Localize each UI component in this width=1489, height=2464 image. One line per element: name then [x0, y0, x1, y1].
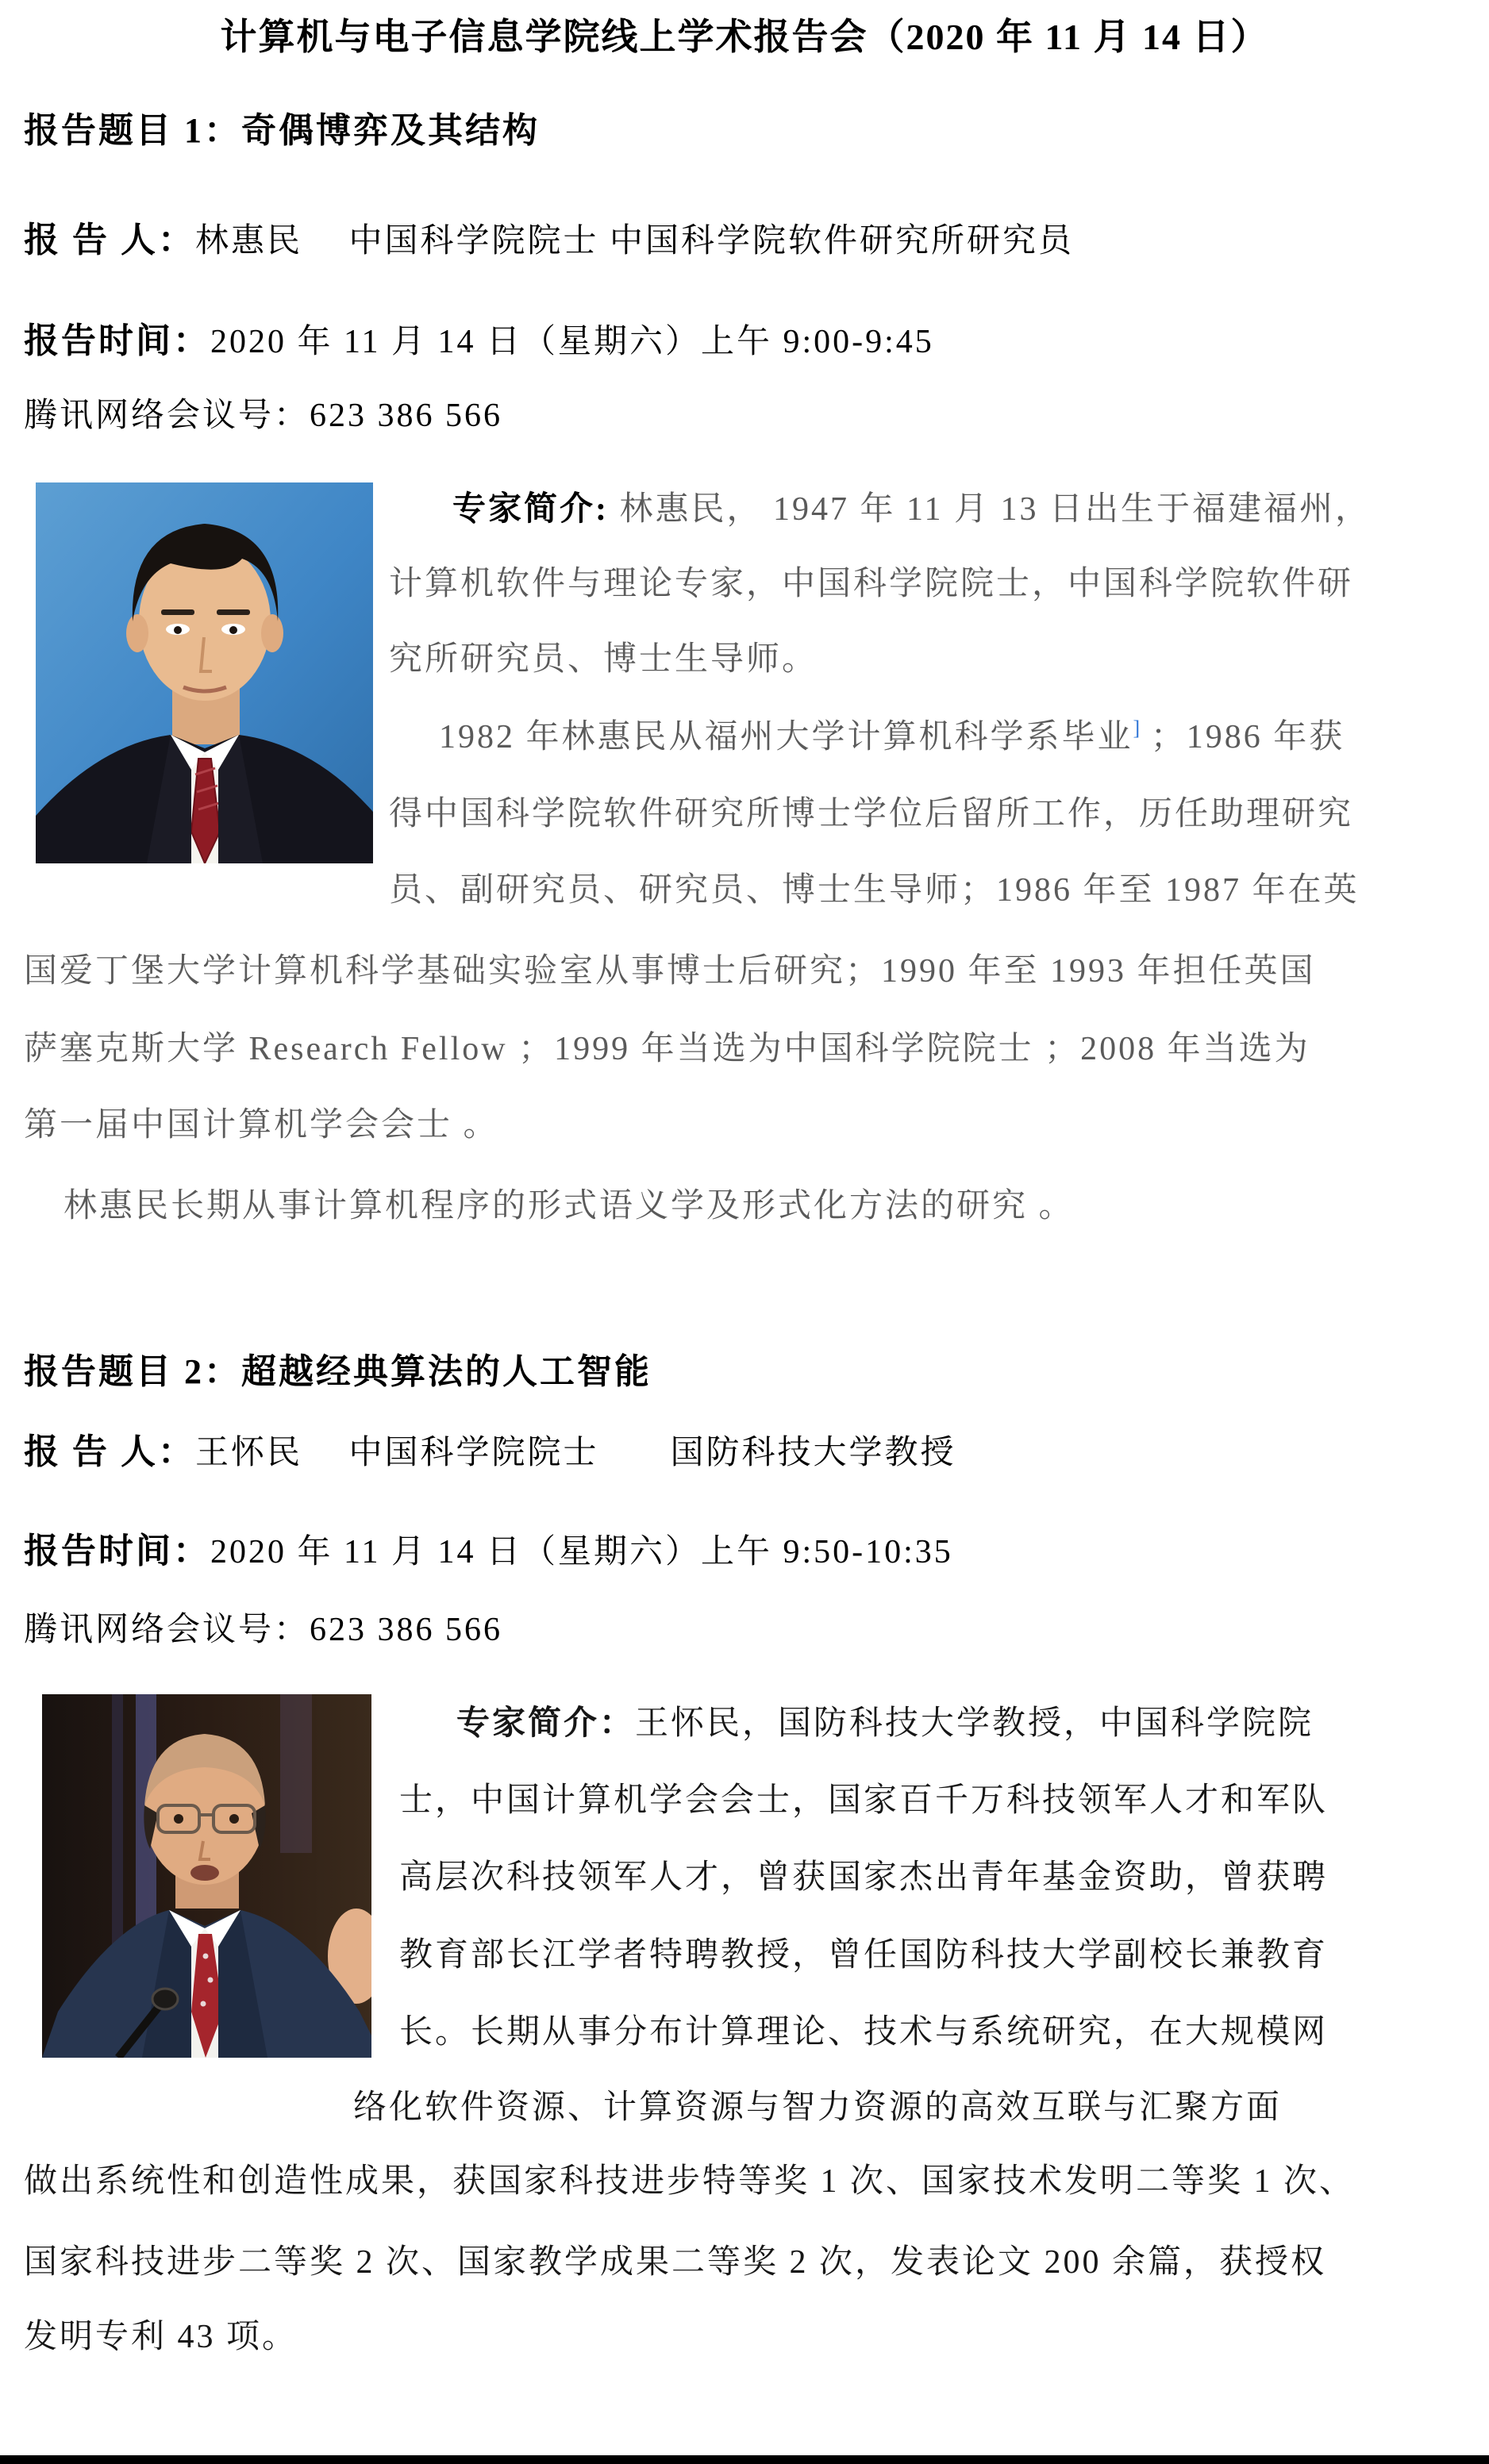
bio2-line-3: 高层次科技领军人才，曾获国家杰出青年基金资助，曾获聘 [399, 1859, 1329, 1896]
talk1-meeting-id: 623 386 566 [310, 398, 503, 434]
talk2-topic-title: 超越经典算法的人工智能 [241, 1352, 652, 1391]
speaker1-portrait-illustration [36, 482, 373, 863]
talk1-time-value: 2020 年 11 月 14 日（星期六）上午 9:00-9:45 [210, 324, 934, 360]
bio1-line-10: 林惠民长期从事计算机程序的形式语义学及形式化方法的研究 。 [63, 1188, 1075, 1224]
bio2-line-5: 长。长期从事分布计算理论、技术与系统研究，在大规模网 [399, 2014, 1329, 2051]
bio1-line-5: 得中国科学院软件研究所博士学位后留所工作，历任助理研究 [389, 796, 1354, 832]
talk1-meeting-label: 腾讯网络会议号： [24, 398, 310, 434]
bottom-border [0, 2455, 1489, 2464]
bio1-line-2: 计算机软件与理论专家，中国科学院院士，中国科学院软件研 [389, 566, 1354, 602]
bio1-line-6: 员、副研究员、研究员、博士生导师；1986 年至 1987 年在英 [389, 872, 1360, 909]
speaker2-photo [42, 1694, 371, 2058]
talk1-time-label: 报告时间： [24, 321, 210, 360]
bio2-line-9: 发明专利 43 项。 [24, 2319, 298, 2355]
bio1-line-4-pre: 1982 年林惠民从福州大学计算机科学系毕业 [439, 719, 1133, 755]
citation-superscript[interactable]: ] [1133, 717, 1141, 740]
talk2-meeting-line [24, 1611, 502, 1649]
talk2-time-label: 报告时间： [24, 1532, 210, 1570]
page-title: 计算机与电子信息学院线上学术报告会（2020 年 11 月 14 日） [220, 17, 1269, 57]
talk2-meeting-label: 腾讯网络会议号： [24, 1612, 310, 1648]
bio2-label: 专家简介： [456, 1705, 636, 1742]
talk1-topic-label: 报告题目 1： [24, 111, 241, 150]
talk1-meeting-line [24, 397, 502, 435]
talk2-time-line [24, 1532, 953, 1572]
bio2-line-1 [456, 1705, 1314, 1743]
talk2-time-value: 2020 年 11 月 14 日（星期六）上午 9:50-10:35 [210, 1534, 953, 1570]
speaker1-photo [36, 482, 373, 863]
talk2-speaker-value: 王怀民 中国科学院院士 国防科技大学教授 [195, 1435, 956, 1471]
bio1-line-4 [439, 718, 1345, 756]
talk2-speaker-line [24, 1432, 956, 1473]
bio2-line-1-text: 王怀民，国防科技大学教授，中国科学院院 [635, 1705, 1314, 1742]
bio1-line-9: 第一届中国计算机学会会士 。 [24, 1107, 499, 1144]
bio2-line-4: 教育部长江学者特聘教授，曾任国防科技大学副校长兼教育 [399, 1937, 1329, 1974]
bio1-label: 专家简介: [452, 491, 609, 528]
bio1-line-7: 国爱丁堡大学计算机科学基础实验室从事博士后研究；1990 年至 1993 年担任英国 [24, 953, 1316, 990]
speaker2-portrait-illustration [42, 1694, 371, 2058]
talk2-topic-line [24, 1352, 652, 1393]
bio2-line-8: 国家科技进步二等奖 2 次、国家教学成果二等奖 2 次，发表论文 200 余篇，获授权 [24, 2244, 1327, 2281]
bio2-line-2: 士，中国计算机学会会士，国家百千万科技领军人才和军队 [399, 1782, 1329, 1819]
talk1-speaker-line [24, 221, 1074, 261]
bio1-line-4-post: ；1986 年获 [1140, 719, 1345, 755]
talk2-meeting-id: 623 386 566 [310, 1612, 503, 1648]
talk1-topic-line [24, 111, 540, 152]
talk2-speaker-label: 报 告 人： [24, 1432, 195, 1471]
talk1-speaker-label: 报 告 人： [24, 221, 195, 259]
talk1-topic-title: 奇偶博弈及其结构 [241, 111, 540, 150]
talk1-speaker-value: 林惠民 中国科学院院士 中国科学院软件研究所研究员 [195, 223, 1075, 259]
bio1-line-1-text: 林惠民， 1947 年 11 月 13 日出生于福建福州， [609, 491, 1371, 528]
talk1-time-line [24, 321, 934, 362]
bio1-line-3: 究所研究员、博士生导师。 [389, 641, 818, 678]
bio2-line-6: 络化软件资源、计算资源与智力资源的高效互联与汇聚方面 [353, 2089, 1283, 2126]
talk2-topic-label: 报告题目 2： [24, 1352, 241, 1391]
bio1-line-1 [452, 490, 1371, 529]
bio2-line-7: 做出系统性和创造性成果，获国家科技进步特等奖 1 次、国家技术发明二等奖 1 次、 [24, 2163, 1356, 2200]
bio1-line-8: 萨塞克斯大学 Research Fellow ；1999 年当选为中国科学院院士 ；2008 年当选为 [24, 1031, 1310, 1067]
